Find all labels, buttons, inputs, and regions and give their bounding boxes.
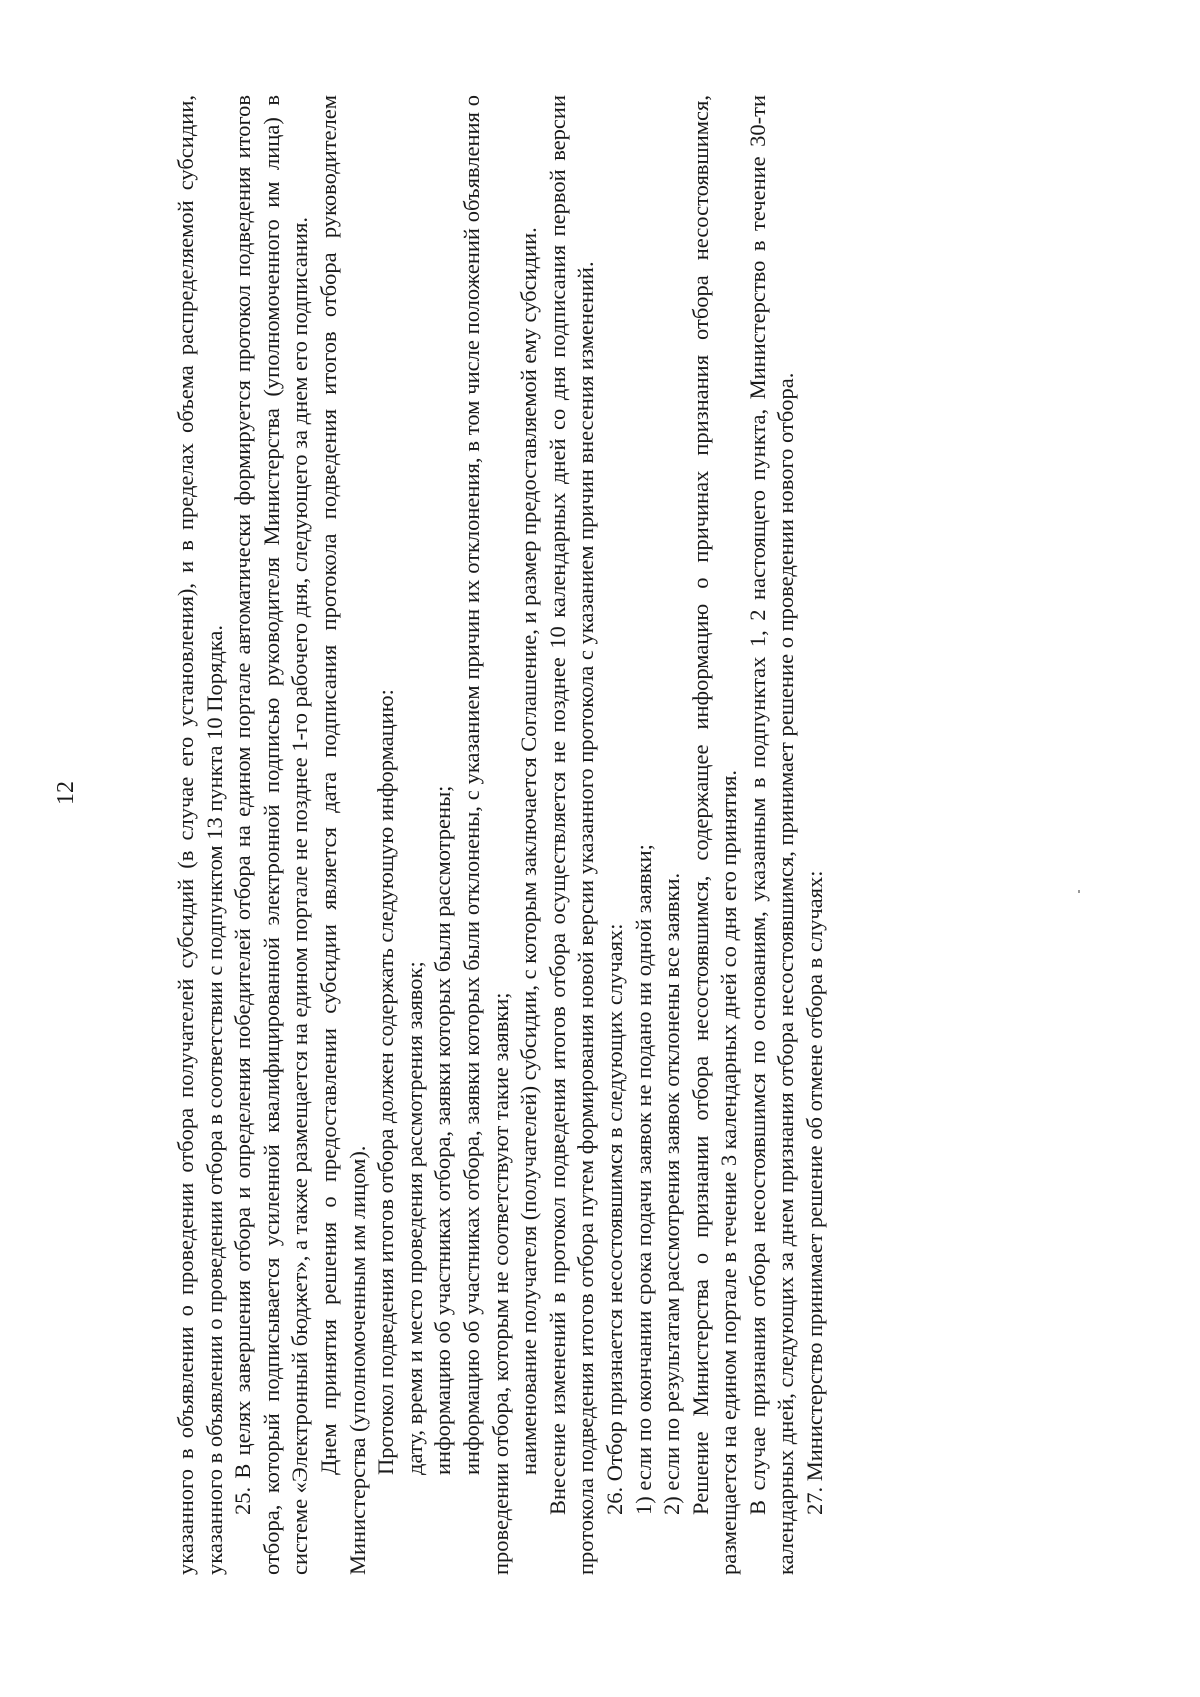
- paragraph-27: 27. Министерство принимает решение об отмене отбора в случаях:: [802, 870, 828, 1515]
- list-item-all-rejected: 2) если по результатам рассмотрения заявок отклонены все заявки.: [659, 872, 685, 1515]
- paragraph-new-selection: В случае признания отбора несостоявшимся по основаниям, указанным в подпунктах 1, 2 настоящего пункта, Министерство в течение 30-ти календарных дней, следующих за днем признания отбора несостоявшимся, принимает решение о проведении нового отбора.: [744, 95, 799, 1575]
- scan-speck: [1078, 890, 1080, 893]
- list-item-reviewed: информацию об участниках отбора, заявки которых были рассмотрены;: [430, 785, 456, 1475]
- paragraph-decision-date: Днем принятия решения о предоставлении субсидии является дата подписания протокола подведения итогов отбора руководителем Министерства (уполномоченным им лицом).: [315, 95, 370, 1575]
- list-item-rejected: информацию об участниках отбора, заявки которых были отклонены, с указанием причин их отклонения, в том числе положений объявления о проведении отбора, которым не соответствуют такие заявки;: [458, 95, 513, 1575]
- paragraph-protocol-contents: Протокол подведения итогов отбора должен содержать следующую информацию:: [373, 689, 399, 1475]
- paragraph-26: 26. Отбор признается несостоявшимся в следующих случаях:: [601, 923, 627, 1515]
- list-item-date-time: дату, время и место проведения рассмотрения заявок;: [401, 961, 427, 1475]
- paragraph-failed-decision: Решение Министерства о признании отбора несостоявшимся, содержащее информацию о причинах признания отбора несостоявшимся, размещается на едином портале в течение 3 календарных дней со дня его принятия.: [687, 95, 742, 1575]
- document-body: [172, 95, 830, 1575]
- paragraph-amendments: Внесение изменений в протокол подведения итогов отбора осуществляется не позднее 10 календарных дней со дня подписания первой версии протокола подведения итогов отбора путем формирования новой версии указанного протокола с указанием причин внесения изменений.: [544, 95, 599, 1575]
- page-number: 12: [53, 781, 79, 805]
- list-item-recipient: наименование получателя (получателей) субсидии, с которым заключается Соглашение, и размер предоставляемой ему субсидии.: [516, 227, 542, 1475]
- paragraph-continuation: указанного в объявлении о проведении отбора получателей субсидий (в случае его установления), и в пределах объема распределяемой субсидии, указанного в объявлении о проведении отбора в соответствии с подпунктом 13 пункта 10 Порядка.: [173, 95, 227, 1575]
- paragraph-25: 25. В целях завершения отбора и определения победителей отбора на едином портале автоматически формируется протокол подведения итогов отбора, который подписывается усиленной квалифицированной электронной подписью руководителя Министерства (уполномоченного им лица) в системе «Электронный бюджет», а также размещается на едином портале не позднее 1-го рабочего дня, следующего за днем его подписания.: [230, 95, 313, 1575]
- list-item-no-applications: 1) если по окончании срока подачи заявок не подано ни одной заявки;: [630, 844, 656, 1515]
